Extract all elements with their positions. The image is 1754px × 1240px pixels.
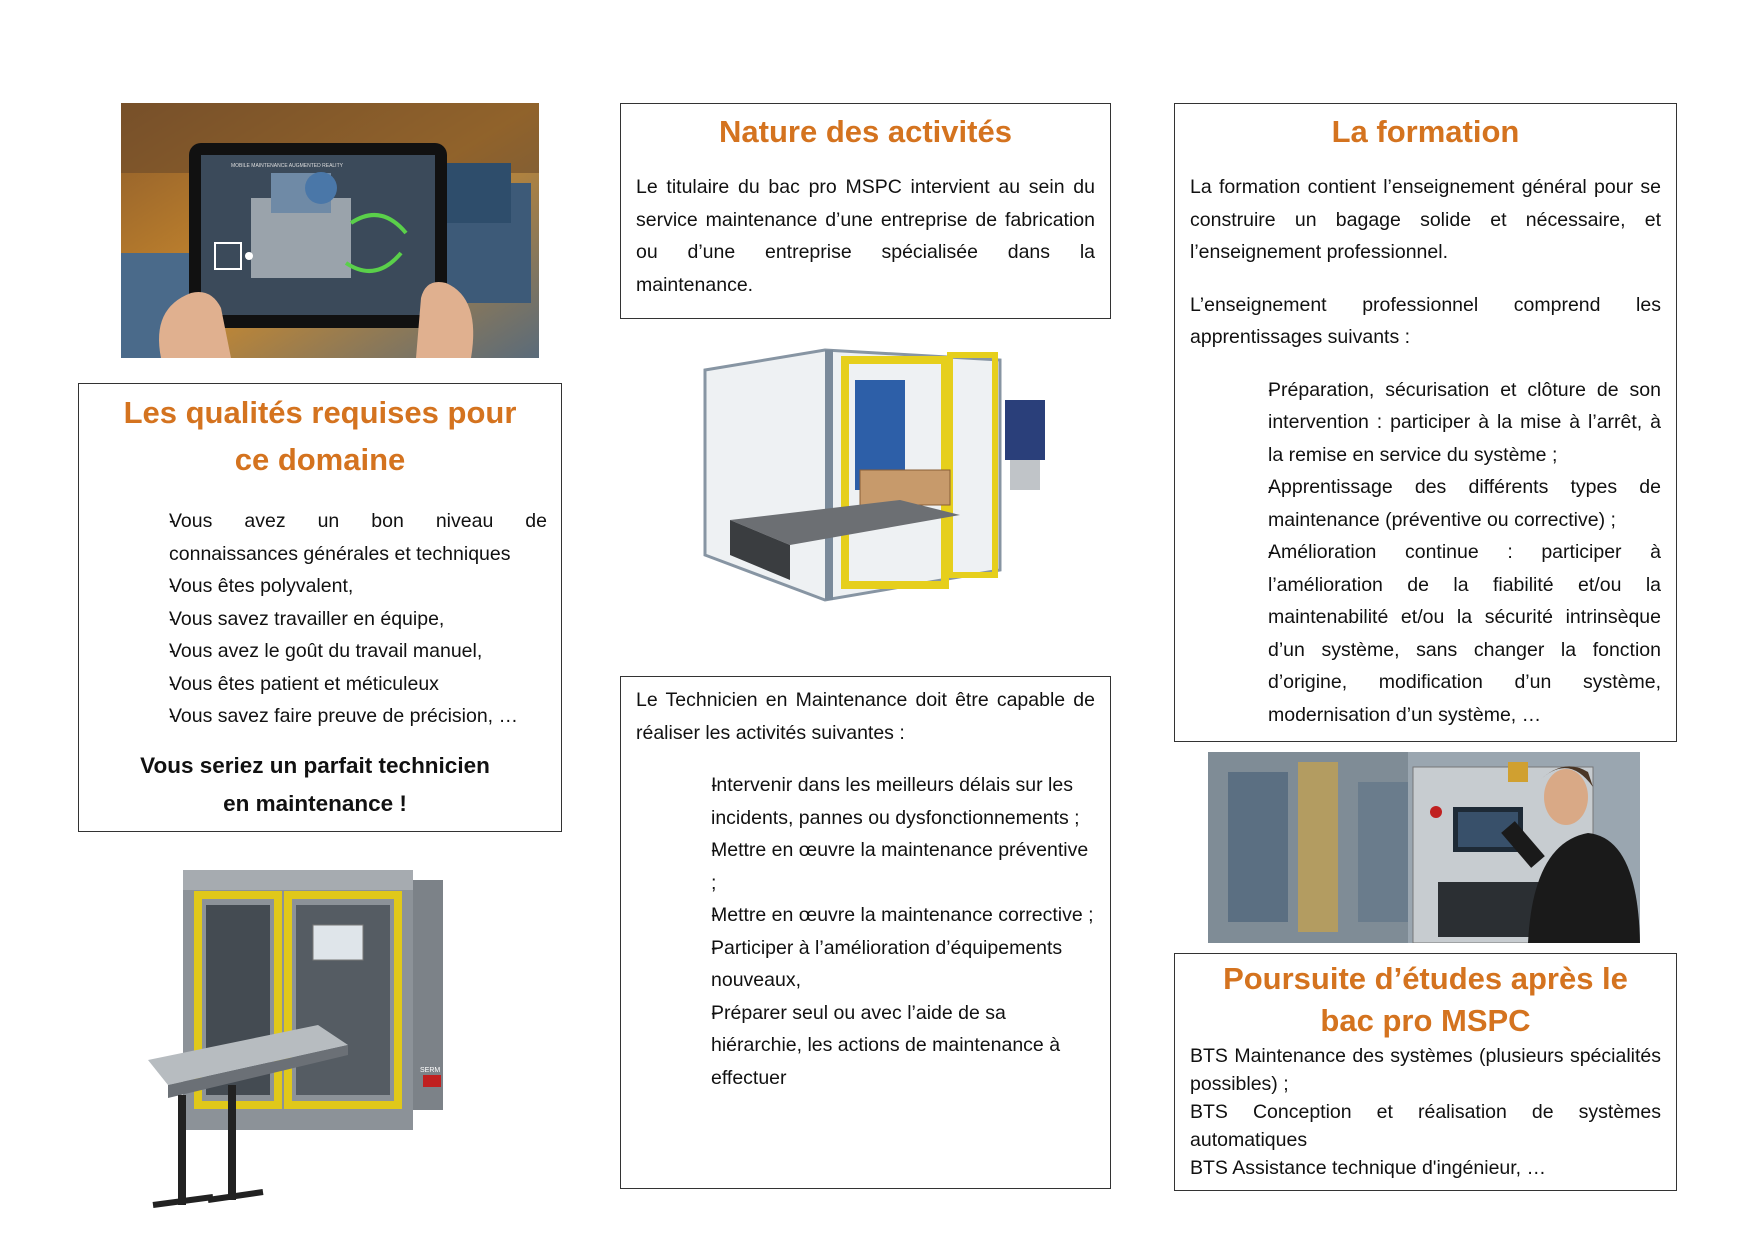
list-item: - Mettre en œuvre la maintenance préventive ;	[673, 834, 1095, 899]
machine-brand: SERM	[420, 1067, 441, 1074]
list-item: - Apprentissage des différents types de maintenance (préventive ou corrective) ;	[1229, 471, 1661, 536]
list-item: - Vous avez un bon niveau de connaissances générales et techniques	[119, 505, 547, 570]
list-item: - Vous êtes polyvalent,	[119, 570, 547, 603]
formation-box	[1174, 103, 1677, 742]
nature-text: Le titulaire du bac pro MSPC intervient au sein du service maintenance d’une entreprise de fabrication ou d’une entreprise spécialisée dans la maintenance.	[636, 176, 1095, 296]
nature-box	[620, 103, 1111, 319]
poursuite-line: BTS Conception et réalisation de systèmes automatiques	[1190, 1101, 1661, 1151]
tablet-caption: MOBILE MAINTENANCE AUGMENTED REALITY	[231, 163, 343, 169]
list-item: - Participer à l’amélioration d’équipements nouveaux,	[673, 932, 1095, 997]
packaging-machine-photo	[148, 860, 473, 1215]
tablet-ar-photo	[121, 103, 539, 358]
qualites-title: Les qualités requises pour ce domaine	[123, 395, 517, 477]
qualites-conclusion: Vous seriez un parfait technicien en maintenance !	[140, 752, 490, 816]
poursuite-list	[1175, 1042, 1676, 1182]
list-item: - Intervenir dans les meilleurs délais sur les incidents, pannes ou dysfonctionnements ;	[673, 769, 1095, 834]
formation-title: La formation	[1331, 114, 1520, 149]
poursuite-line: BTS Assistance technique d'ingénieur, …	[1190, 1157, 1547, 1179]
list-item: - Amélioration continue : participer à l’amélioration de la fiabilité et/ou la maintenabilité et/ou la sécurité intrinsèque d’un système, sans changer la fonction d’origine, modification d’un système, modernisation d’un système, …	[1229, 536, 1661, 731]
technicien-intro: Le Technicien en Maintenance doit être capable de réaliser les activités suivantes :	[636, 689, 1095, 744]
technicien-list	[621, 749, 1110, 1094]
technician-panel-photo	[1208, 752, 1640, 943]
list-item: - Vous savez faire preuve de précision, …	[119, 700, 547, 733]
qualites-box	[78, 383, 562, 832]
technicien-box	[620, 676, 1111, 1189]
nature-title: Nature des activités	[719, 114, 1012, 149]
formation-para2: L’enseignement professionnel comprend les apprentissages suivants :	[1190, 293, 1661, 348]
poursuite-box	[1174, 953, 1677, 1191]
poursuite-title: Poursuite d’études après le bac pro MSPC	[1223, 961, 1628, 1038]
list-item: - Vous êtes patient et méticuleux	[119, 668, 547, 701]
list-item: - Vous avez le goût du travail manuel,	[119, 635, 547, 668]
poursuite-line: BTS Maintenance des systèmes (plusieurs spécialités possibles) ;	[1190, 1045, 1661, 1095]
list-item: - Mettre en œuvre la maintenance corrective ;	[673, 899, 1095, 932]
qualites-list	[79, 483, 561, 733]
list-item: - Vous savez travailler en équipe,	[119, 603, 547, 636]
list-item: - Préparation, sécurisation et clôture de son intervention : participer à la mise à l’arrêt, à la remise en service du système ;	[1229, 374, 1661, 472]
list-item: - Préparer seul ou avec l’aide de sa hiérarchie, les actions de maintenance à effectuer	[673, 997, 1095, 1095]
pallet-machine-photo	[700, 340, 1060, 620]
formation-list	[1175, 354, 1676, 732]
formation-para1: La formation contient l’enseignement général pour se construire un bagage solide et nécessaire, et l’enseignement professionnel.	[1190, 176, 1661, 263]
